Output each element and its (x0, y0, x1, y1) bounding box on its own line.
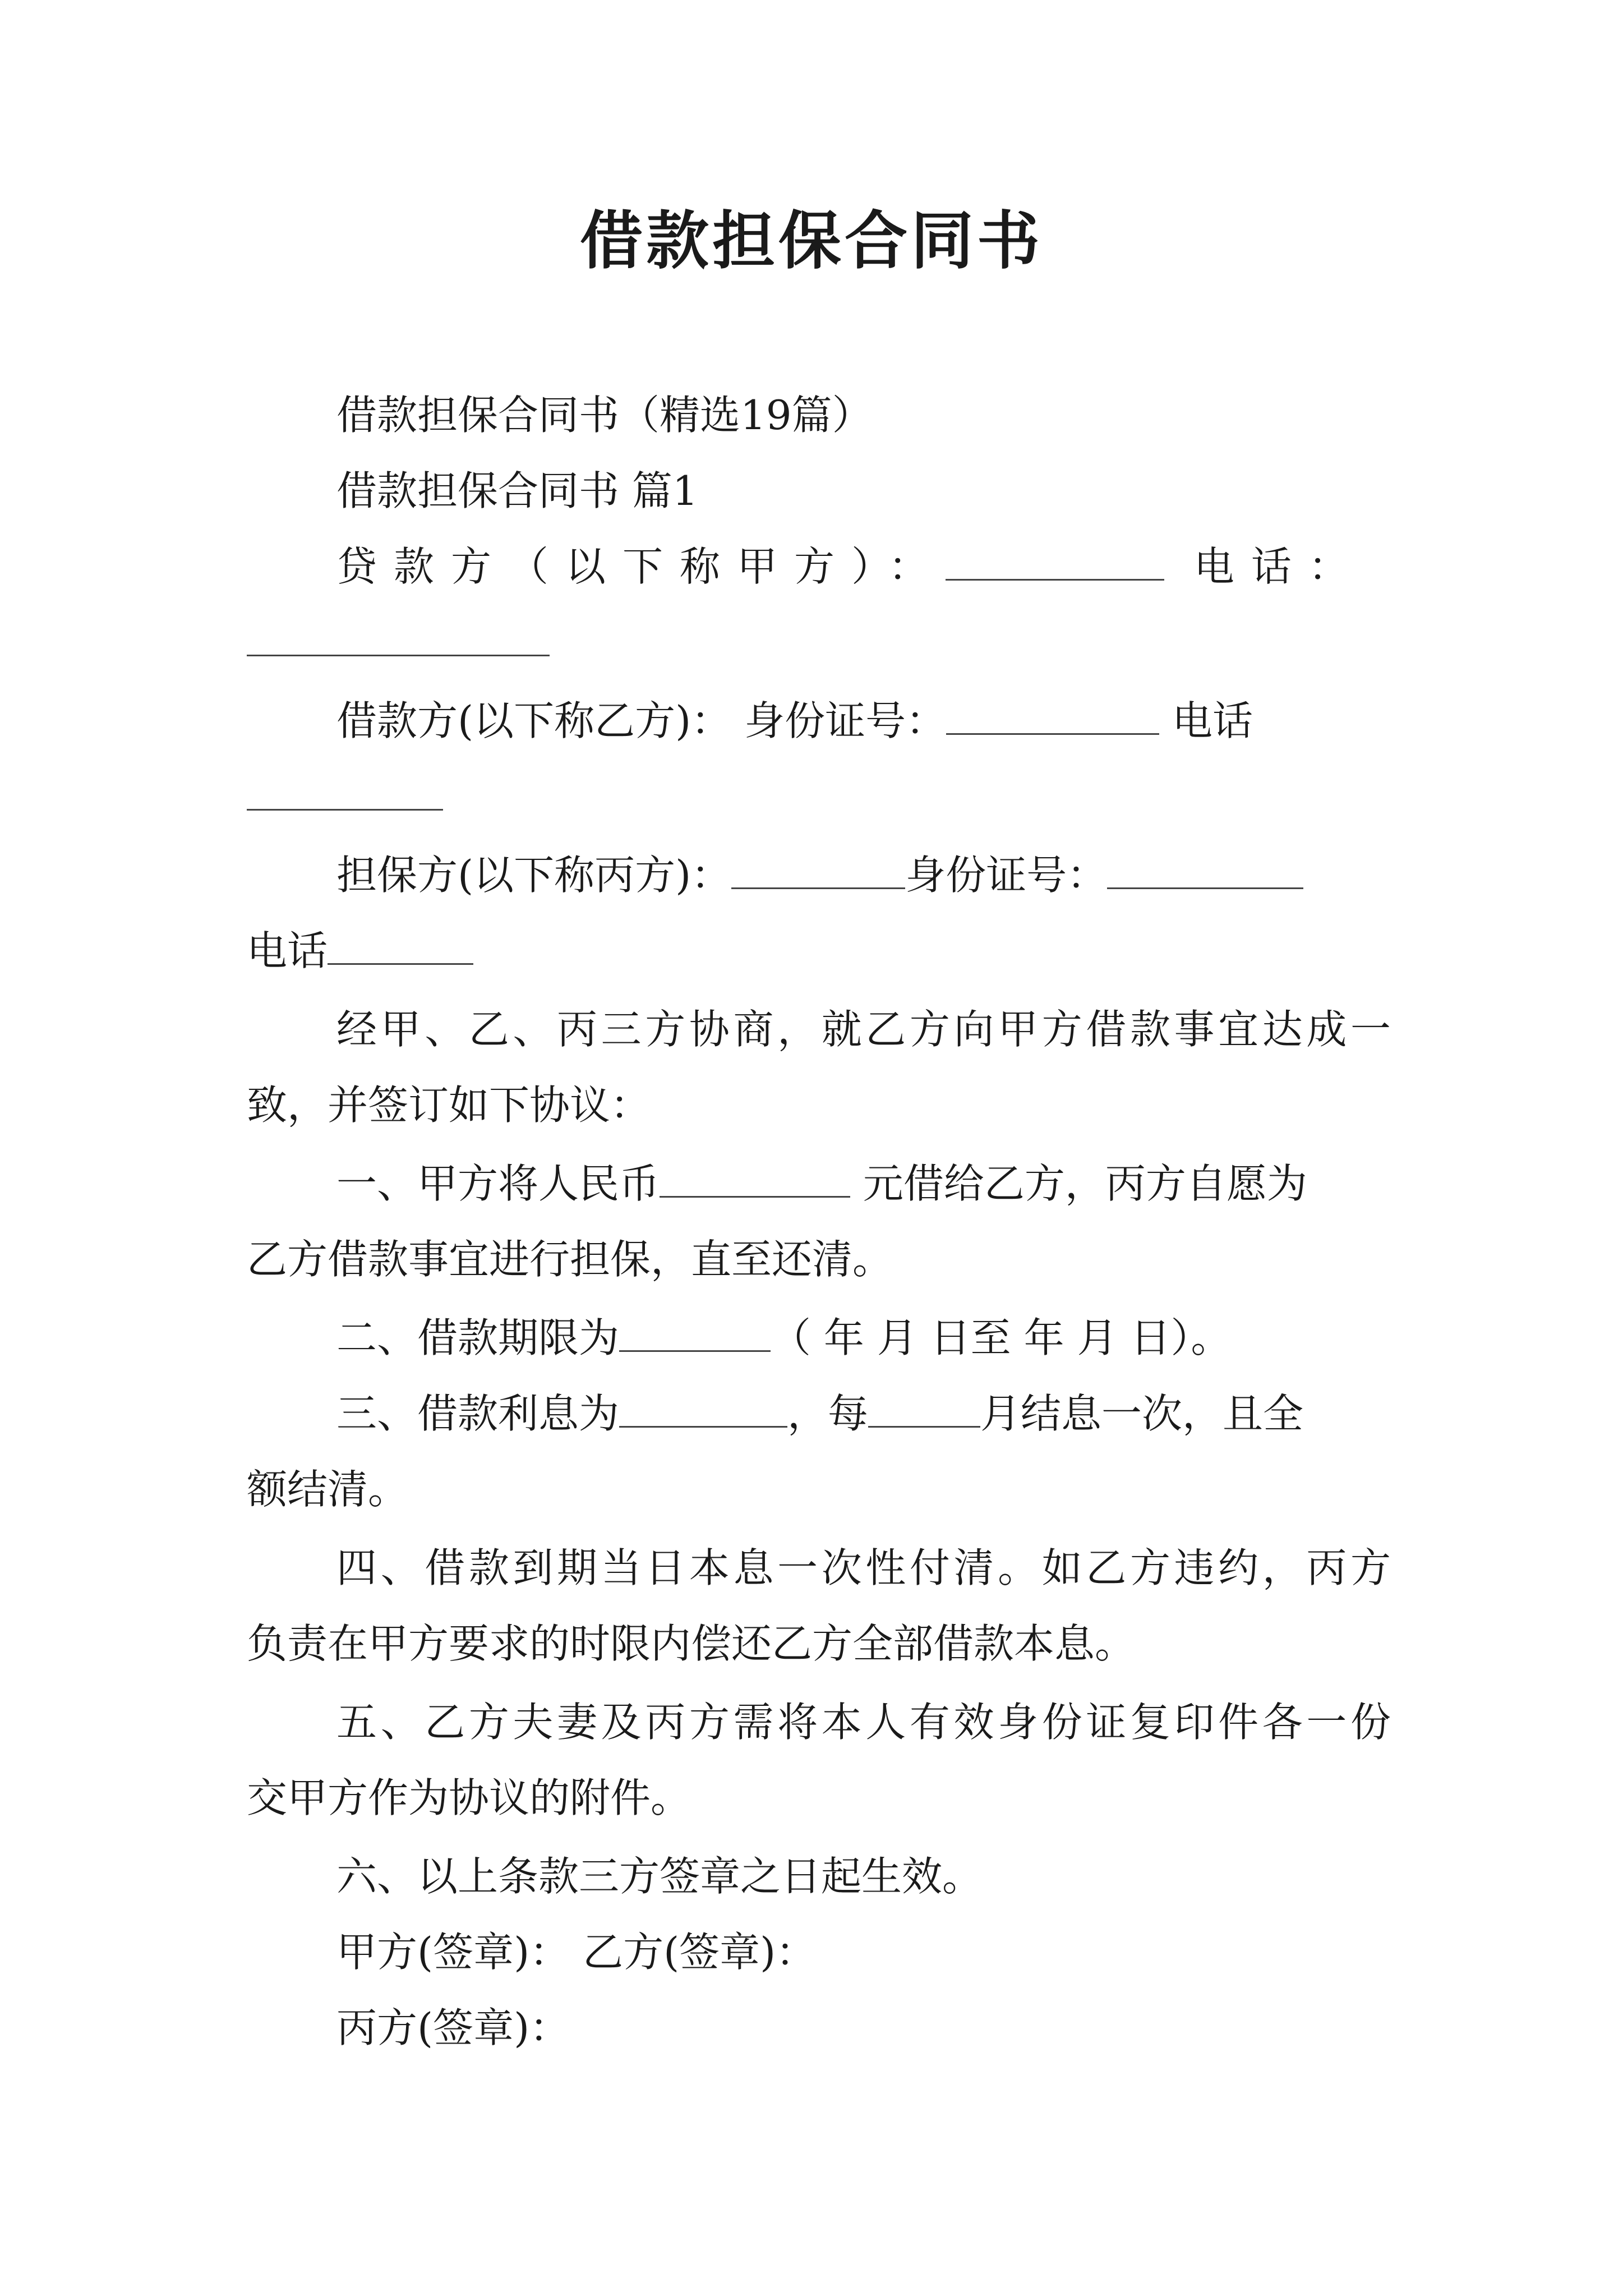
guarantor-phone-line (247, 923, 1391, 979)
clause-1-line-2: 乙方借款事宜进行担保，直至还清。 (247, 1236, 893, 1283)
signature-line-ab (336, 1924, 1391, 1980)
clause-3-line-1 (336, 1386, 1391, 1442)
clause-5-line-1: 五、乙方夫妻及丙方需将本人有效身份证复印件各一份 (336, 1699, 1391, 1746)
borrower-label: 借款方(以下称乙方)： (336, 697, 732, 744)
clause-1-part-2: 元借给乙方，丙方自愿为 (863, 1160, 1307, 1207)
subtitle: 借款担保合同书（精选19篇） (336, 392, 873, 439)
clause-3-part-2: ，每 (787, 1390, 869, 1437)
section-heading: 借款担保合同书 篇1 (336, 467, 698, 514)
clause-6: 六、以上条款三方签章之日起生效。 (336, 1853, 983, 1900)
clause-3-line-2: 额结清。 (247, 1466, 409, 1513)
borrower-phone-blank (247, 769, 443, 811)
lender-phone-blank-line (247, 614, 1391, 670)
clause-1-amount-blank (660, 1156, 850, 1198)
guarantor-label: 担保方(以下称丙方)： (336, 852, 732, 899)
intro-line-2: 致，并签订如下协议： (247, 1082, 651, 1129)
guarantor-line (336, 847, 1391, 903)
clause-4-line-2: 负责在甲方要求的时限内偿还乙方全部借款本息。 (247, 1620, 1136, 1667)
lender-phone-label: 电话： (1193, 543, 1366, 590)
borrower-phone-label: 电话 (1172, 697, 1253, 744)
clause-2-part-1: 二、借款期限为 (336, 1314, 620, 1361)
guarantor-id-label: 身份证号： (905, 852, 1108, 899)
clause-2-term-blank (619, 1310, 771, 1352)
clause-3-period-blank (868, 1386, 980, 1428)
lender-phone-blank (247, 614, 550, 656)
clause-1-line-1 (336, 1156, 1391, 1212)
party-a-signature: 甲方(签章)： (336, 1929, 570, 1976)
document-title: 借款担保合同书 (580, 204, 1043, 278)
borrower-phone-blank-line (247, 769, 1391, 825)
party-b-signature: 乙方(签章)： (583, 1929, 817, 1976)
clause-2 (336, 1310, 1391, 1366)
lender-line (336, 539, 1391, 595)
clause-3-part-1: 三、借款利息为 (336, 1390, 620, 1437)
clause-2-part-2: （ 年 月 日至 年 月 日）。 (771, 1314, 1232, 1361)
clause-3-part-3: 月结息一次，且全 (980, 1390, 1304, 1437)
borrower-id-label: 身份证号： (744, 697, 947, 744)
guarantor-id-blank (1107, 847, 1303, 889)
clause-4-line-1: 四、借款到期当日本息一次性付清。如乙方违约，丙方 (336, 1544, 1391, 1591)
lender-label: 贷款方（以下称甲方）： (336, 543, 946, 590)
intro-line-1: 经甲、乙、丙三方协商，就乙方向甲方借款事宜达成一 (336, 1006, 1391, 1053)
clause-5-line-2: 交甲方作为协议的附件。 (247, 1774, 691, 1821)
borrower-line (336, 693, 1391, 749)
guarantor-phone-label: 电话 (247, 927, 328, 974)
guarantor-phone-blank (328, 923, 473, 965)
borrower-id-blank (946, 693, 1159, 735)
guarantor-name-blank (731, 847, 905, 889)
lender-name-blank (946, 539, 1164, 581)
party-c-signature: 丙方(签章)： (336, 2004, 570, 2051)
clause-3-interest-blank (619, 1386, 787, 1428)
clause-1-part-1: 一、甲方将人民币 (336, 1160, 660, 1207)
